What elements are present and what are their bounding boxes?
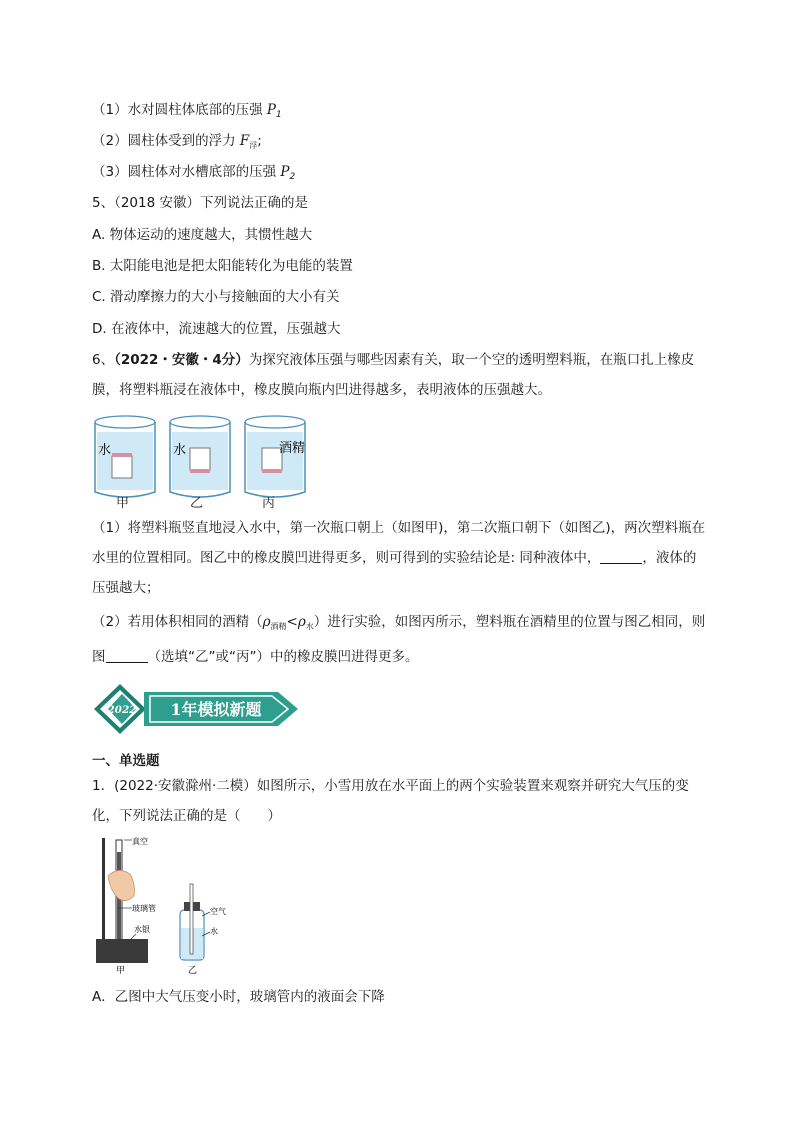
mq1-stem-line-1: 1．(2022·安徽滁州·二模）如图所示，小雪用放在水平面上的两个实验装置来观察并研究大气压的变	[92, 778, 689, 794]
q6-part-2-text-end: （选填“乙”或“丙”）中的橡皮膜凹进得更多。	[147, 649, 419, 665]
answer-blank-2[interactable]	[106, 648, 148, 663]
q4-part-2-suffix: ;	[257, 133, 262, 149]
q4-part-2	[92, 131, 262, 156]
symbol-sub: 酒精	[270, 622, 287, 631]
symbol-sub: 水	[305, 622, 314, 631]
q6-part-1-text-end: ，液体的压强越大；	[92, 550, 697, 596]
q6-part-1-text: （1）将塑料瓶竖直地浸入水中，第一次瓶口朝上（如图甲)，第二次瓶口朝下（如图乙)，两次塑料瓶在水里的位置相同。图乙中的橡皮膜凹进得更多，则可得到的实验结论是: 同种液体中，	[92, 520, 706, 566]
q4-part-3-text: （3）圆柱体对水槽底部的压强	[92, 164, 281, 180]
q5-option-b: B. 太阳能电池是把太阳能转化为电能的装置	[92, 258, 353, 274]
symbol-rho: ρ	[262, 614, 271, 630]
q6-stem	[92, 345, 707, 405]
caption-bing: 丙	[262, 496, 276, 511]
beaker-rim	[170, 416, 230, 428]
label-air: 空气	[210, 907, 226, 916]
section-heading: 一、单选题	[92, 753, 160, 769]
q5-stem: 5、（2018 安徽）下列说法正确的是	[92, 195, 308, 211]
symbol-p: P	[266, 102, 276, 118]
symbol-rho: ρ	[297, 614, 306, 630]
q6-stem-text: 为探究液体压强与哪些因素有关，取一个空的透明塑料瓶，在瓶口扎上橡皮膜，将塑料瓶浸在液体中，橡皮膜向瓶内凹进得越多，表明液体的压强越大。	[92, 352, 695, 398]
beaker-rim	[245, 416, 305, 428]
caption-yi: 乙	[188, 966, 198, 976]
beaker-rim	[95, 416, 155, 428]
label-mercury: 水银	[134, 925, 150, 934]
q4-part-2-text: （2）圆柱体受到的浮力	[92, 133, 240, 149]
q5-option-c: C. 滑动摩擦力的大小与接触面的大小有关	[92, 289, 340, 305]
beaker-yi	[170, 416, 230, 497]
mq1-stem-line-2: 化，下列说法正确的是（ ）	[92, 808, 281, 824]
symbol-sub: 2	[289, 172, 296, 182]
liquid-label: 酒精	[279, 441, 306, 456]
section-banner	[92, 680, 302, 738]
symbol-less-than: <	[286, 614, 298, 630]
beaker-bing	[245, 416, 305, 497]
rubber-membrane	[112, 453, 132, 457]
q4-part-1	[92, 100, 282, 125]
q5-option-a: A. 物体运动的速度越大，其惯性越大	[92, 227, 313, 243]
liquid-label: 水	[98, 443, 112, 458]
hand-icon	[108, 870, 135, 900]
q6-part-2-text-mid: ）进行实验，如图丙所示，塑料瓶在酒精里的位置与图乙相同，则图	[92, 614, 706, 665]
label-glass-tube: 玻璃管	[132, 904, 156, 913]
q4-part-1-text: （1）水对圆柱体底部的压强	[92, 102, 267, 118]
mercury-dish	[96, 939, 148, 963]
mq1-option-a: A．乙图中大气压变小时，玻璃管内的液面会下降	[92, 989, 385, 1005]
banner-year: 2022	[107, 704, 137, 716]
caption-jia: 甲	[116, 496, 130, 511]
mq1-figure	[90, 836, 240, 976]
symbol-f: F	[239, 133, 250, 149]
symbol-sub: 浮	[249, 141, 258, 150]
answer-blank-1[interactable]	[600, 549, 642, 564]
rubber-membrane	[190, 469, 210, 473]
banner-title: 1年模拟新题	[170, 700, 262, 719]
glass-tube-yi	[190, 884, 193, 954]
plastic-bottle	[190, 448, 210, 470]
q6-part-2	[92, 607, 707, 672]
label-vacuum: 真空	[132, 837, 148, 846]
beaker-jia	[95, 416, 155, 497]
symbol-p: P	[280, 164, 290, 180]
q6-part-2-text: （2）若用体积相同的酒精（	[92, 614, 263, 630]
label-water: 水	[210, 927, 218, 936]
symbol-sub: 1	[275, 110, 282, 120]
caption-jia: 甲	[116, 966, 126, 976]
apparatus-jia	[96, 836, 156, 976]
stand-pole	[102, 838, 105, 956]
plastic-bottle	[112, 456, 132, 478]
q5-option-d: D. 在液体中，流速越大的位置，压强越大	[92, 321, 341, 337]
q4-part-3	[92, 162, 295, 187]
caption-yi: 乙	[190, 496, 204, 511]
rubber-membrane	[262, 469, 282, 473]
apparatus-yi	[180, 884, 226, 976]
liquid-label: 水	[173, 443, 187, 458]
q6-source: （2022・安徽・4分）	[114, 352, 249, 368]
q6-number: 6、	[92, 352, 115, 368]
q6-part-1	[92, 513, 707, 603]
